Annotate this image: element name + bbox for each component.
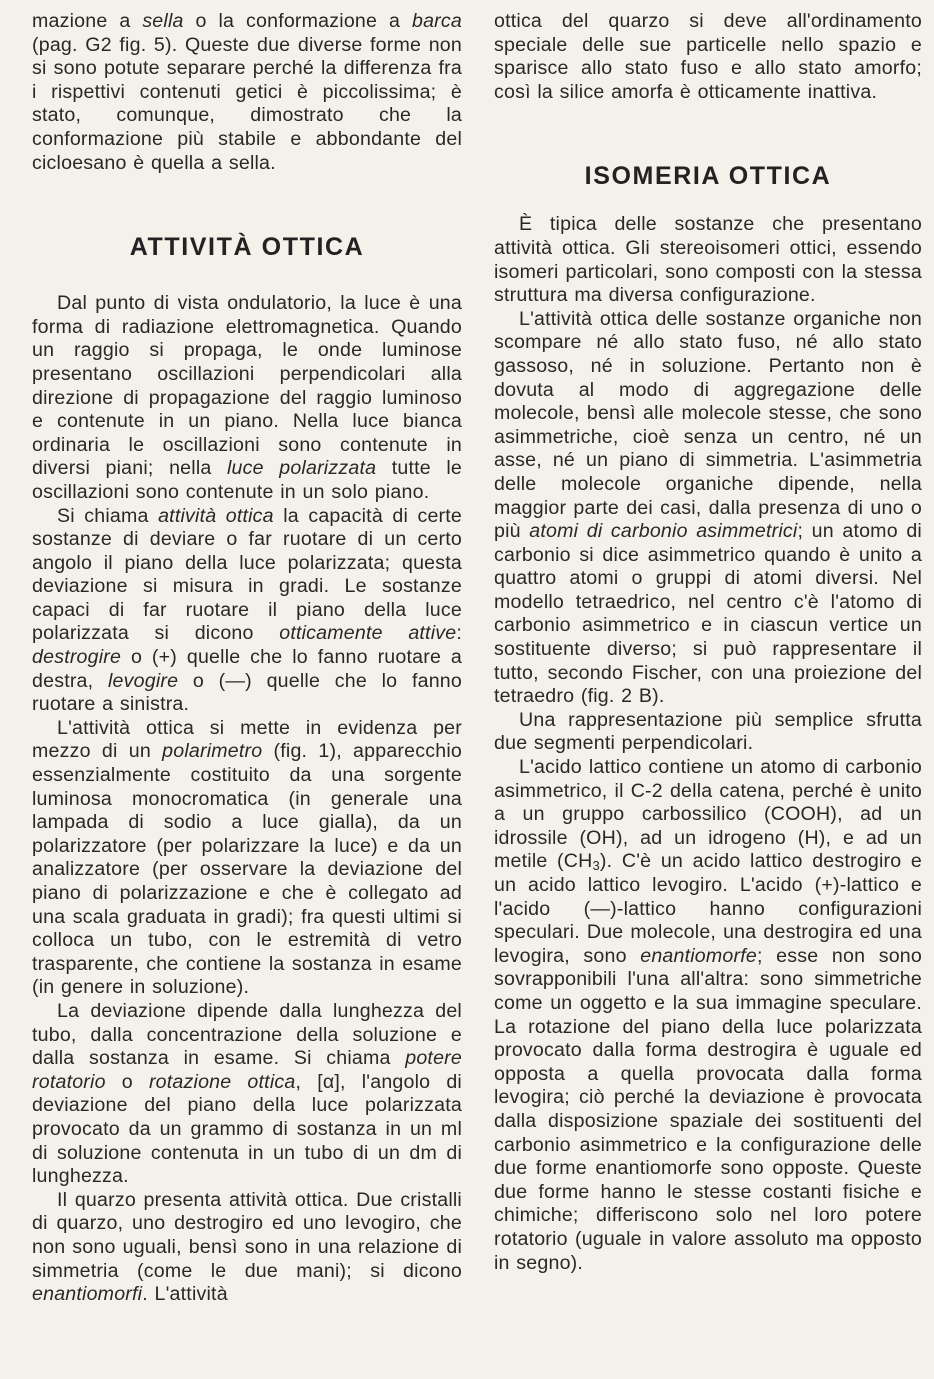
intro-paragraph: mazione a sella o la conformazione a barca (pag. G2 fig. 5). Queste due diverse forme non si sono potute separare perché la differenza fra i rispettivi contenuti getici è piccolissima; è stato, comunque, dimostrato che la conformazione più stabile e abbondante del cicloesano è quella a sella. (32, 10, 462, 174)
paragraph-isomers: È tipica delle sostanze che presentano attività ottica. Gli stereoisomeri ottici, essendo isomeri particolari, sono composti con la stessa struttura ma diversa configurazione. (494, 213, 922, 307)
right-column (494, 10, 922, 1275)
paragraph-representation: Una rappresentazione più semplice sfrutta due segmenti perpendicolari. (494, 708, 922, 755)
paragraph-quartz: Il quarzo presenta attività ottica. Due cristalli di quarzo, uno destrogiro ed uno levogiro, che non sono uguali, bensì sono in una relazione di simmetria (come le due mani); si dicono enantiomorfi. L'attività (32, 1188, 462, 1306)
paragraph-deviation: La deviazione dipende dalla lunghezza del tubo, dalla concentrazione della soluzione e dalla sostanza in esame. Si chiama potere rotatorio o rotazione ottica, [α], l'angolo di deviazione del piano della luce polarizzata provocato da un grammo di sostanza in un ml di soluzione contenuta in un tubo di un dm di lunghezza. (32, 999, 462, 1188)
paragraph-optical-activity: Si chiama attività ottica la capacità di certe sostanze di deviare o far ruotare di un certo angolo il piano della luce polarizzata; questa deviazione si misura in gradi. Le sostanze capaci di far ruotare il piano della luce polarizzata si dicono otticamente attive: destrogire o (+) quelle che lo fanno ruotare a destra, levogire o (—) quelle che lo fanno ruotare a sinistra. (32, 504, 463, 716)
left-column (32, 10, 462, 1307)
heading-isomeria-ottica: ISOMERIA OTTICA (584, 162, 832, 191)
continuation-paragraph: ottica del quarzo si deve all'ordinamento speciale delle sue particelle nello spazio e sparisce allo stato fuso e allo stato amorfo; così la silice amorfa è otticamente inattiva. (494, 10, 922, 103)
paragraph-polarimeter: L'attività ottica si mette in evidenza per mezzo di un polarimetro (fig. 1), apparecchio essenzialmente costituito da una sorgente luminosa monocromatica (in generale una lampada di sodio a luce gialla), da un polarizzatore (per polarizzare la luce) e da un analizzatore (per osservare la deviazione del piano di polarizzazione e che è collegato ad una scala graduata in gradi); fra questi ultimi si colloca un tubo, con le estremità di vetro trasparente, che contiene la sostanza in esame (in genere in soluzione). (32, 716, 462, 999)
paragraph-asymmetry: L'attività ottica delle sostanze organiche non scompare né allo stato fuso, né allo stato gassoso, né in soluzione. Pertanto non è dovuta al modo di aggregazione delle molecole, bensì alle molecole stesse, che sono asimmetriche, cioè senza un centro, né un asse, né un piano di simmetria. L'asimmetria delle molecole organiche dipende, nella maggior parte dei casi, dalla presenza di uno o più atomi di carbonio asimmetrici; un atomo di carbonio si dice asimmetrico quando è unito a quattro atomi o gruppi di atomi diversi. Nel modello tetraedrico, nel centro c'è l'atomo di carbonio asimmetrico e in ciascun vertice un sostituente diverso; si può rappresentare il tutto, secondo Fischer, con una proiezione del tetraedro (fig. 2 B). (494, 307, 922, 708)
paragraph-lactic-acid: L'acido lattico contiene un atomo di carbonio asimmetrico, il C-2 della catena, perché è unito a un gruppo carbossilico (COOH), ad un idrossile (OH), ad un idrogeno (H), e ad un metile $(CH_3)$. C'è un acido lattico destrogiro e un acido lattico levogiro. L'acido (+)-lattico e l'acido (—)-lattico hanno configurazioni speculari. Due molecole, una destrogira ed una levogira, sono enantiomorfe; esse non sono sovrapponibili l'una all'altra: sono simmetriche come un oggetto e la sua immagine speculare. La rotazione del piano della luce polarizzata provocato dalla forma destrogira è uguale ed opposta a quella provocata dalla forma levogira; ciò perché la deviazione è provocata dalla disposizione spaziale dei sostituenti del carbonio asimmetrico e la configurazione delle due forme enantiomorfe sono opposte. Queste due forme hanno le stesse costanti fisiche e chimiche; differiscono solo nel loro potere rotatorio (uguale in valore assoluto ma opposto in segno). (494, 756, 923, 1274)
heading-attivita-ottica: ATTIVITÀ OTTICA (129, 233, 365, 262)
paragraph-light: Dal punto di vista ondulatorio, la luce è una forma di radiazione elettromagnetica. Quando un raggio si propaga, le onde luminose presentano oscillazioni perpendicolari alla direzione di propagazione del raggio luminoso e contenute in un piano. Nella luce bianca ordinaria le oscillazioni sono contenute in diversi piani; nella luce polarizzata tutte le oscillazioni sono contenute in un solo piano. (32, 292, 462, 503)
